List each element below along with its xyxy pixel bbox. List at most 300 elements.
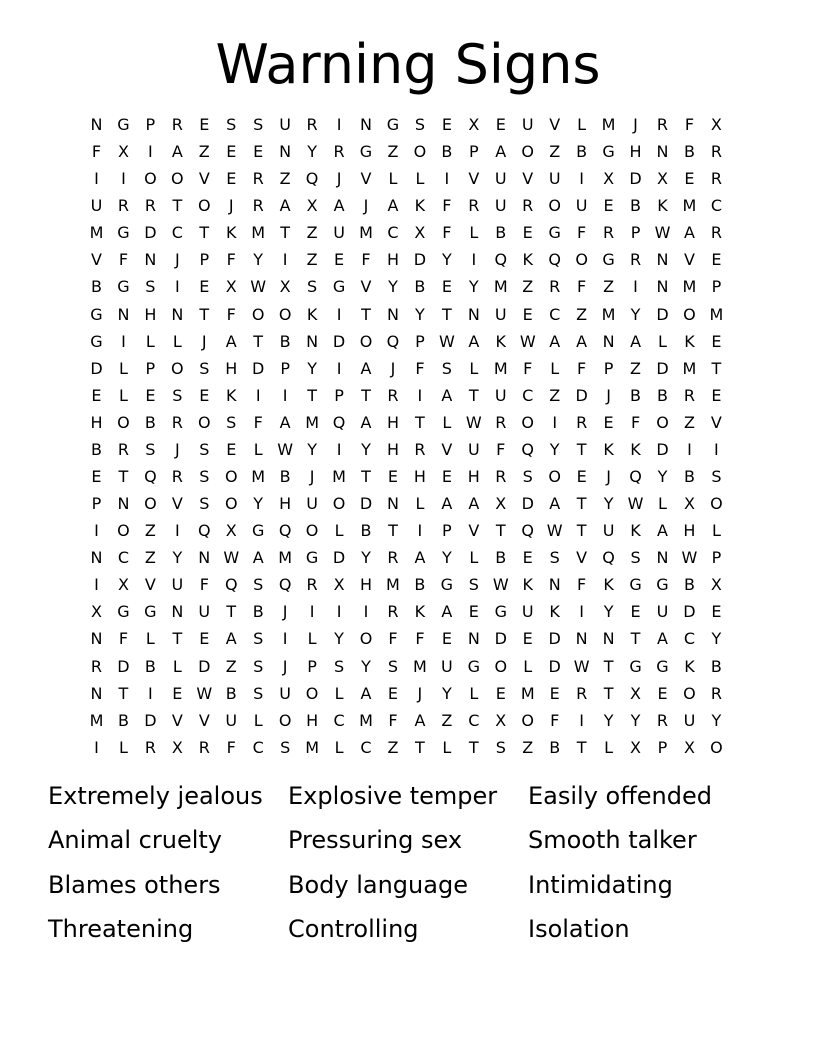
grid-letter: S: [307, 277, 318, 297]
grid-letter: Z: [441, 710, 453, 730]
grid-letter: E: [91, 467, 102, 487]
grid-letter: N: [602, 331, 615, 351]
grid-letter: A: [360, 683, 372, 703]
grid-letter: D: [359, 494, 373, 514]
grid-letter: M: [682, 358, 697, 378]
grid-letter: X: [495, 494, 507, 514]
grid-letter: X: [117, 142, 129, 162]
grid-letter: H: [683, 521, 696, 541]
grid-letter: E: [441, 467, 452, 487]
grid-letter: X: [225, 277, 237, 297]
grid-letter: I: [174, 277, 180, 297]
grid-letter: I: [336, 439, 342, 459]
grid-letter: N: [656, 142, 669, 162]
grid-letter: T: [361, 304, 371, 324]
grid-letter: O: [521, 710, 535, 730]
grid-letter: O: [144, 494, 157, 514]
grid-letter: I: [121, 169, 126, 189]
grid-letter: L: [604, 737, 614, 757]
grid-letter: L: [334, 521, 344, 541]
grid-letter: T: [172, 196, 183, 216]
grid-letter: V: [576, 548, 588, 568]
grid-letter: O: [683, 304, 696, 324]
grid-letter: N: [360, 115, 372, 134]
grid-letter: V: [683, 250, 695, 270]
grid-letter: K: [630, 521, 641, 541]
grid-letter: Z: [306, 223, 318, 243]
grid-letter: R: [468, 196, 480, 216]
word-list-item: Animal cruelty: [48, 826, 222, 855]
word-list-item: Pressuring sex: [288, 826, 463, 855]
grid-letter: C: [387, 223, 399, 243]
grid-letter: T: [576, 521, 587, 541]
grid-letter: A: [414, 548, 426, 568]
grid-letter: R: [306, 115, 318, 134]
grid-letter: D: [198, 656, 211, 676]
grid-letter: O: [144, 169, 157, 189]
grid-letter: B: [90, 277, 102, 297]
grid-letter: I: [417, 521, 423, 541]
grid-letter: K: [414, 196, 426, 216]
grid-letter: W: [492, 575, 509, 595]
grid-letter: F: [91, 142, 102, 162]
grid-letter: F: [226, 737, 236, 757]
grid-letter: M: [278, 548, 293, 568]
grid-letter: P: [603, 358, 614, 378]
grid-letter: D: [494, 629, 507, 649]
grid-letter: O: [171, 358, 184, 378]
grid-letter: A: [441, 385, 453, 405]
grid-letter: L: [145, 629, 155, 649]
grid-letter: H: [386, 412, 399, 432]
grid-letter: H: [413, 467, 426, 487]
grid-letter: B: [414, 575, 426, 595]
grid-letter: N: [90, 629, 103, 649]
grid-letter: W: [573, 656, 590, 676]
grid-letter: P: [630, 223, 641, 243]
grid-letter: Q: [494, 250, 508, 270]
grid-letter: S: [333, 656, 345, 676]
grid-letter: P: [657, 737, 668, 757]
grid-letter: P: [415, 331, 425, 351]
grid-letter: B: [225, 683, 237, 703]
grid-letter: I: [417, 385, 423, 405]
grid-letter: Y: [361, 439, 371, 459]
grid-letter: S: [468, 575, 479, 595]
grid-letter: X: [710, 575, 722, 595]
word-list: [48, 778, 768, 955]
grid-letter: G: [359, 142, 373, 162]
grid-letter: E: [441, 115, 452, 134]
grid-letter: F: [442, 196, 452, 216]
grid-letter: F: [577, 223, 587, 243]
grid-letter: E: [711, 385, 722, 405]
grid-letter: K: [684, 656, 695, 676]
grid-letter: N: [467, 629, 480, 649]
grid-letter: G: [656, 575, 669, 595]
grid-letter: R: [576, 412, 588, 432]
grid-letter: R: [198, 737, 210, 757]
grid-letter: M: [493, 358, 508, 378]
grid-letter: N: [90, 115, 103, 134]
grid-letter: A: [441, 602, 453, 622]
grid-letter: U: [494, 304, 507, 324]
grid-letter: N: [90, 683, 103, 703]
grid-letter: A: [414, 710, 426, 730]
grid-letter: O: [548, 467, 561, 487]
grid-letter: E: [199, 385, 210, 405]
grid-letter: I: [633, 277, 638, 297]
grid-letter: Q: [548, 250, 561, 270]
grid-letter: K: [522, 250, 533, 270]
grid-letter: H: [225, 358, 238, 378]
grid-letter: F: [523, 358, 533, 378]
grid-letter: V: [468, 169, 480, 189]
grid-letter: Y: [630, 710, 641, 730]
grid-letter: R: [710, 683, 722, 703]
grid-letter: M: [682, 196, 697, 216]
grid-letter: U: [656, 602, 669, 622]
grid-letter: F: [577, 575, 587, 595]
grid-letter: Y: [253, 250, 264, 270]
grid-letter: D: [252, 358, 265, 378]
grid-letter: U: [225, 710, 238, 730]
grid-letter: B: [117, 710, 129, 730]
grid-letter: D: [332, 548, 346, 568]
grid-letter: P: [199, 250, 210, 270]
grid-letter: G: [251, 521, 265, 541]
grid-letter: L: [469, 548, 479, 568]
grid-letter: B: [252, 602, 264, 622]
grid-letter: R: [495, 412, 507, 432]
grid-letter: N: [575, 629, 588, 649]
word-list-item: Threatening: [48, 914, 194, 943]
grid-letter: J: [282, 602, 288, 622]
grid-letter: A: [279, 196, 291, 216]
grid-letter: H: [359, 575, 373, 595]
grid-letter: Y: [441, 548, 452, 568]
grid-letter: D: [629, 169, 642, 189]
grid-letter: A: [225, 331, 237, 351]
grid-letter: D: [683, 602, 696, 622]
word-list-item: Easily offended: [528, 782, 712, 810]
grid-letter: P: [442, 521, 452, 541]
grid-letter: H: [90, 412, 103, 432]
grid-letter: M: [305, 737, 319, 757]
grid-letter: B: [710, 656, 722, 676]
grid-letter: T: [307, 385, 317, 405]
grid-letter: O: [224, 467, 238, 487]
grid-letter: L: [118, 737, 128, 757]
grid-letter: J: [363, 196, 369, 216]
grid-letter: W: [681, 548, 698, 568]
grid-letter: W: [250, 277, 267, 297]
grid-letter: N: [90, 548, 103, 568]
grid-letter: F: [577, 277, 587, 297]
grid-letter: M: [359, 223, 373, 243]
grid-letter: X: [630, 683, 642, 703]
grid-letter: B: [144, 656, 156, 676]
grid-letter: X: [414, 223, 426, 243]
grid-letter: R: [549, 277, 561, 297]
grid-letter: Y: [630, 304, 641, 324]
grid-letter: Y: [334, 629, 344, 649]
grid-letter: Z: [279, 169, 291, 189]
grid-letter: O: [305, 521, 319, 541]
grid-letter: E: [684, 169, 695, 189]
grid-letter: B: [630, 385, 642, 405]
grid-letter: I: [471, 250, 477, 270]
grid-letter: R: [171, 115, 183, 134]
grid-letter: Y: [361, 656, 371, 676]
grid-letter: D: [413, 250, 427, 270]
grid-letter: T: [199, 304, 210, 324]
grid-letter: E: [199, 115, 210, 134]
grid-letter: I: [255, 385, 261, 405]
grid-letter: N: [279, 142, 292, 162]
grid-letter: F: [226, 304, 236, 324]
grid-letter: S: [253, 629, 264, 649]
grid-letter: Y: [657, 467, 668, 487]
grid-letter: R: [171, 412, 183, 432]
grid-letter: E: [226, 439, 237, 459]
grid-letter: B: [279, 331, 291, 351]
grid-letter: T: [172, 629, 183, 649]
grid-letter: X: [468, 115, 480, 134]
grid-letter: I: [579, 169, 584, 189]
word-list-item: Controlling: [288, 914, 419, 943]
grid-letter: L: [388, 169, 398, 189]
grid-letter: C: [171, 223, 183, 243]
grid-letter: R: [171, 467, 183, 487]
grid-letter: S: [414, 115, 425, 134]
grid-letter: J: [309, 467, 315, 487]
grid-letter: F: [253, 412, 263, 432]
grid-letter: G: [90, 304, 103, 324]
grid-letter: D: [548, 629, 561, 649]
grid-letter: Y: [388, 277, 398, 297]
grid-letter: U: [90, 196, 103, 216]
grid-letter: L: [118, 358, 128, 378]
grid-letter: K: [306, 304, 318, 324]
grid-letter: R: [710, 142, 722, 162]
grid-letter: S: [441, 358, 452, 378]
grid-letter: I: [94, 575, 99, 595]
grid-letter: P: [307, 656, 317, 676]
grid-letter: S: [226, 412, 237, 432]
grid-letter: B: [90, 439, 102, 459]
word-list-item: Extremely jealous: [48, 782, 263, 810]
grid-letter: R: [90, 656, 103, 676]
grid-letter: X: [279, 277, 291, 297]
grid-letter: M: [493, 277, 508, 297]
grid-letter: Y: [441, 250, 452, 270]
grid-letter: O: [710, 494, 723, 514]
grid-letter: U: [171, 575, 184, 595]
grid-letter: L: [118, 385, 128, 405]
grid-letter: G: [117, 277, 130, 297]
grid-letter: F: [496, 439, 506, 459]
grid-letter: N: [171, 602, 184, 622]
grid-letter: O: [305, 683, 319, 703]
grid-letter: I: [336, 602, 342, 622]
grid-letter: E: [603, 412, 614, 432]
grid-letter: V: [171, 494, 183, 514]
grid-letter: X: [683, 494, 695, 514]
grid-letter: E: [495, 683, 506, 703]
grid-letter: S: [199, 467, 210, 487]
grid-letter: I: [148, 683, 153, 703]
grid-letter: P: [145, 358, 156, 378]
grid-letter: N: [171, 304, 184, 324]
grid-letter: K: [603, 575, 614, 595]
grid-letter: G: [90, 331, 103, 351]
grid-letter: U: [333, 223, 345, 243]
grid-letter: S: [495, 737, 506, 757]
grid-letter: E: [522, 304, 533, 324]
grid-letter: Q: [386, 331, 400, 351]
grid-letter: M: [601, 304, 616, 324]
grid-letter: V: [522, 169, 534, 189]
grid-letter: R: [333, 142, 345, 162]
grid-letter: X: [603, 169, 615, 189]
grid-letter: C: [710, 196, 722, 216]
grid-letter: V: [468, 521, 480, 541]
grid-letter: Y: [307, 439, 317, 459]
grid-letter: R: [629, 250, 642, 270]
grid-letter: U: [494, 196, 507, 216]
grid-letter: E: [468, 602, 479, 622]
grid-letter: Z: [198, 142, 210, 162]
grid-letter: K: [414, 602, 426, 622]
grid-letter: M: [332, 467, 346, 487]
grid-letter: Q: [629, 467, 642, 487]
grid-letter: G: [440, 575, 454, 595]
grid-letter: I: [94, 521, 99, 541]
grid-letter: G: [602, 142, 615, 162]
grid-letter: M: [682, 277, 697, 297]
grid-letter: V: [360, 277, 372, 297]
word-list-item: Isolation: [528, 914, 630, 943]
grid-letter: E: [387, 467, 399, 487]
grid-letter: M: [709, 304, 724, 324]
grid-letter: I: [363, 602, 369, 622]
grid-letter: K: [225, 223, 237, 243]
grid-letter: G: [117, 115, 130, 134]
grid-letter: E: [603, 196, 614, 216]
grid-letter: V: [549, 115, 561, 134]
grid-letter: T: [603, 683, 614, 703]
grid-letter: N: [306, 331, 319, 351]
grid-letter: T: [253, 331, 264, 351]
grid-letter: O: [359, 629, 373, 649]
grid-letter: X: [306, 196, 318, 216]
grid-letter: U: [494, 169, 507, 189]
grid-letter: R: [603, 223, 615, 243]
grid-letter: D: [656, 304, 669, 324]
grid-letter: D: [548, 656, 561, 676]
grid-letter: I: [148, 142, 153, 162]
grid-letter: T: [495, 521, 506, 541]
grid-letter: A: [630, 331, 642, 351]
grid-letter: R: [522, 196, 534, 216]
grid-letter: Q: [332, 412, 346, 432]
grid-letter: F: [550, 710, 560, 730]
grid-letter: U: [441, 656, 453, 676]
grid-letter: V: [91, 250, 102, 270]
grid-letter: O: [171, 169, 184, 189]
grid-letter: W: [438, 331, 455, 351]
grid-letter: S: [711, 467, 722, 487]
puzzle-title: Warning Signs: [215, 33, 601, 96]
grid-letter: X: [657, 169, 668, 189]
grid-letter: W: [546, 521, 563, 541]
grid-letter: J: [417, 683, 423, 703]
grid-letter: E: [522, 548, 533, 568]
grid-letter: D: [656, 358, 669, 378]
word-list-item: Blames others: [48, 870, 221, 899]
grid-letter: I: [336, 304, 342, 324]
grid-letter: Z: [549, 142, 561, 162]
grid-letter: Y: [441, 683, 452, 703]
grid-letter: Z: [603, 277, 615, 297]
grid-letter: O: [521, 142, 535, 162]
grid-letter: G: [117, 223, 130, 243]
grid-letter: T: [468, 385, 479, 405]
grid-letter: N: [144, 250, 157, 270]
grid-letter: W: [196, 683, 213, 703]
grid-letter: O: [413, 142, 427, 162]
grid-letter: R: [495, 467, 507, 487]
grid-letter: Y: [361, 548, 371, 568]
grid-letter: A: [657, 521, 668, 541]
grid-letter: U: [575, 196, 588, 216]
grid-letter: Q: [197, 521, 211, 541]
grid-letter: K: [657, 196, 668, 216]
grid-letter: L: [172, 331, 182, 351]
grid-letter: E: [495, 115, 506, 134]
grid-letter: M: [413, 656, 427, 676]
grid-letter: I: [309, 602, 315, 622]
grid-letter: W: [627, 494, 644, 514]
grid-letter: D: [332, 331, 346, 351]
grid-letter: X: [630, 737, 642, 757]
grid-letter: A: [279, 412, 291, 432]
grid-letter: R: [710, 169, 722, 189]
grid-letter: O: [117, 412, 130, 432]
grid-letter: C: [468, 710, 480, 730]
grid-letter: Y: [415, 304, 425, 324]
grid-letter: T: [280, 223, 291, 243]
grid-letter: O: [197, 412, 211, 432]
word-list-item: Explosive temper: [288, 782, 498, 810]
grid-letter: B: [495, 223, 507, 243]
grid-letter: Z: [387, 737, 399, 757]
grid-letter: L: [577, 115, 587, 134]
grid-letter: W: [223, 548, 240, 568]
grid-letter: O: [656, 412, 669, 432]
grid-letter: I: [121, 331, 126, 351]
grid-letter: E: [253, 142, 264, 162]
grid-letter: E: [226, 142, 237, 162]
grid-letter: U: [548, 169, 561, 189]
grid-letter: L: [658, 331, 667, 351]
grid-letter: L: [469, 683, 479, 703]
grid-letter: U: [279, 115, 291, 134]
grid-letter: I: [282, 385, 288, 405]
grid-letter: N: [656, 250, 669, 270]
grid-letter: I: [94, 169, 99, 189]
